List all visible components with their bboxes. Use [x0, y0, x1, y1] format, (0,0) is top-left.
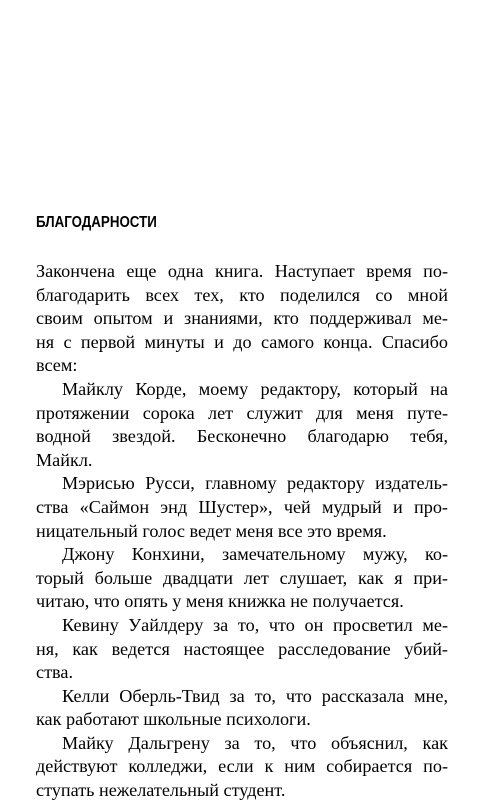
text-line: ня с первой минуты и до самого конца. Спасибо — [36, 331, 448, 352]
text-line: Майклу Корде, моему редактору, который на — [62, 378, 448, 399]
acknowledgements-text — [36, 260, 448, 803]
text-line: читаю, что опять у меня книжка не получается. — [36, 591, 404, 612]
paragraph — [36, 378, 448, 472]
paragraph — [36, 260, 448, 378]
text-line: Закончена еще одна книга. Наступает время по- — [36, 261, 448, 281]
paragraph — [36, 472, 448, 543]
paragraph — [36, 543, 448, 614]
text-line: торый больше двадцати лет слушает, как я при- — [36, 567, 448, 588]
paragraph — [36, 732, 448, 803]
text-line: действуют колледжи, если к ним собирается по- — [36, 756, 448, 777]
text-line: ступать нежелательный студент. — [36, 780, 286, 801]
text-line: Келли Оберль-Твид за то, что рассказала мне, — [62, 685, 448, 706]
text-line: ницательный голос ведет меня все это время. — [36, 520, 387, 541]
text-line: Кевину Уайлдеру за то, что он просветил ме- — [62, 614, 448, 635]
text-line: ня, как ведется настоящее расследование убий- — [36, 638, 448, 659]
text-line: Мэрисью Русси, главному редактору издатель- — [62, 473, 448, 494]
text-line: своим опытом и знаниями, кто поддерживал ме- — [36, 308, 448, 329]
paragraph — [36, 685, 448, 732]
text-line: как работают школьные психологи. — [36, 709, 311, 730]
text-line: ства «Саймон энд Шустер», чей мудрый и про- — [36, 496, 448, 517]
text-line: протяжении сорока лет служит для меня путе- — [36, 402, 448, 423]
text-line: водной звездой. Бесконечно благодарю тебя, — [36, 426, 448, 447]
text-line: ства. — [36, 662, 73, 683]
text-line: благодарить всех тех, кто поделился со мной — [36, 284, 448, 305]
text-line: Майку Дальгрену за то, что объяснил, как — [62, 732, 448, 753]
paragraph — [36, 614, 448, 685]
text-line: всем: — [36, 355, 78, 376]
section-heading: БЛАГОДАРНОСТИ — [36, 214, 157, 231]
text-line: Майкл. — [36, 449, 93, 470]
text-line: Джону Конхини, замечательному мужу, ко- — [62, 544, 448, 565]
